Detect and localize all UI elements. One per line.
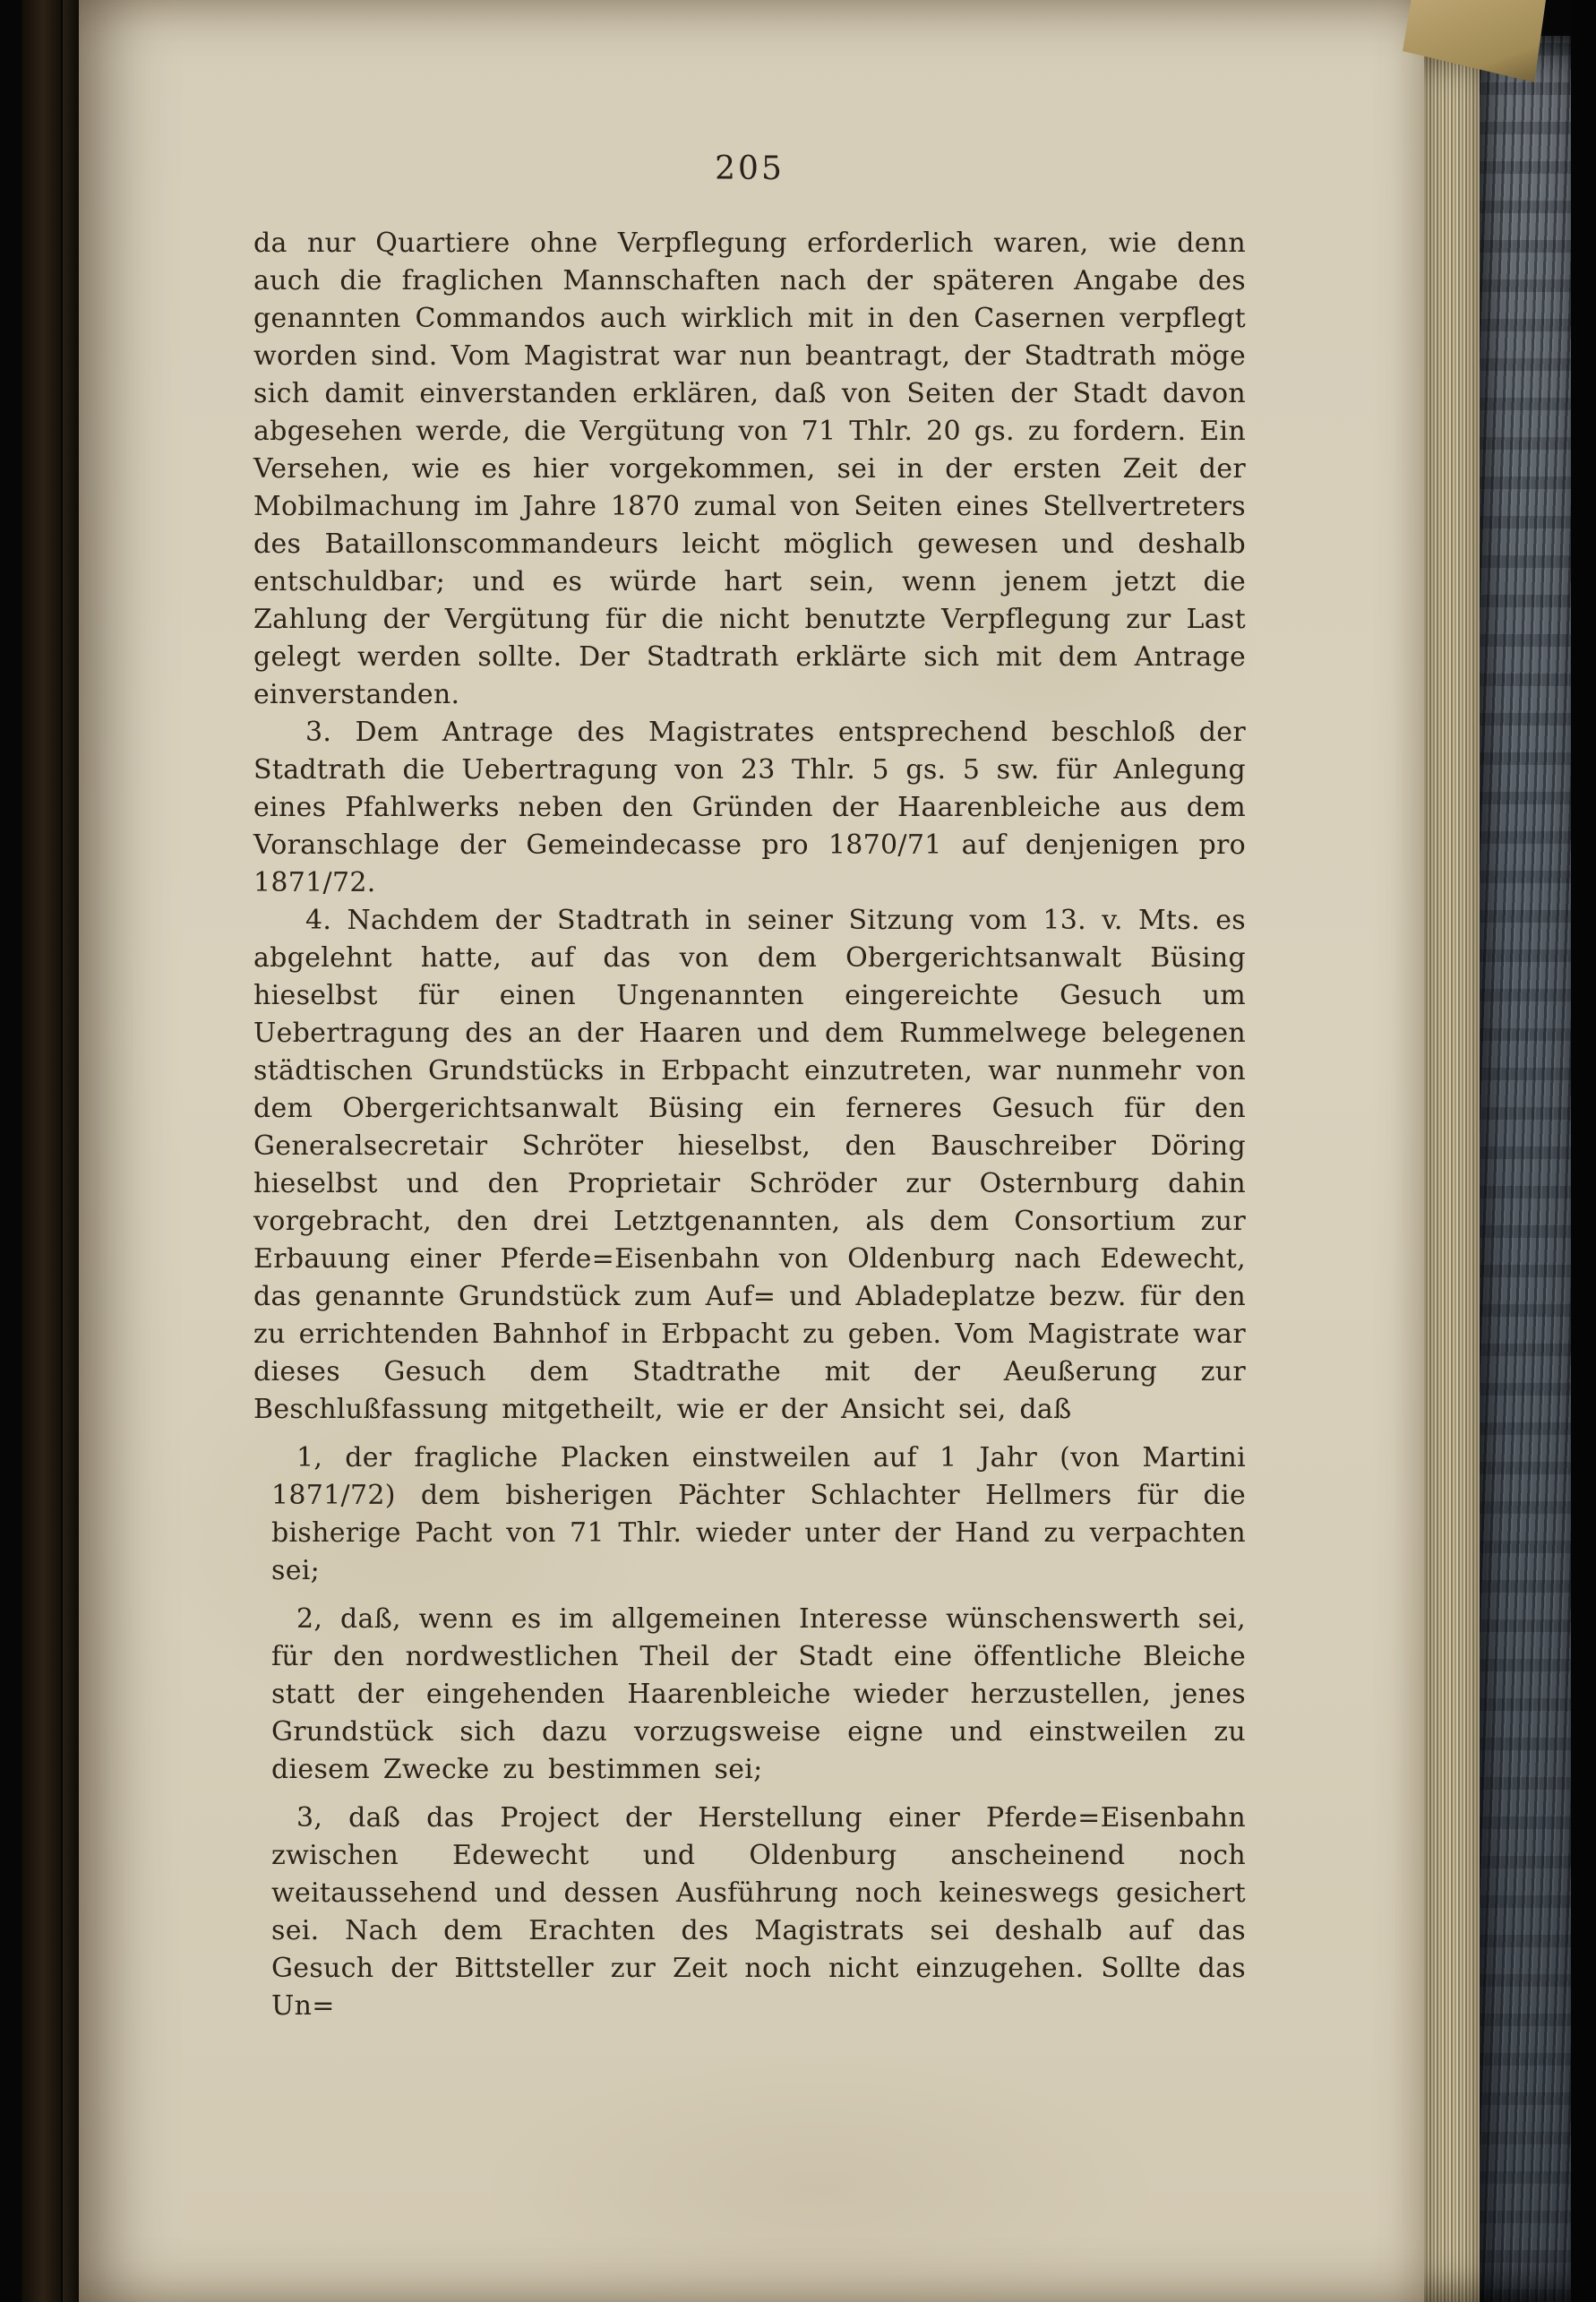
background-right bbox=[1571, 0, 1596, 2302]
paragraph-item-3: 3. Dem Antrage des Magistrates entsprechend beschloß der Stadtrath die Uebertragung von 23 Thlr. 5 gs. 5 sw. für Anlegung eines Pfahlwerks neben den Gründen der Haarenbleiche aus dem Voranschlage der Gemeindecasse pro 1870/71 auf denjenigen pro 1871/72. bbox=[253, 717, 1246, 898]
page-text-block bbox=[253, 150, 1246, 2025]
paragraph-subitem-1: 1, der fragliche Placken einstweilen auf 1 Jahr (von Martini 1871/72) dem bisherigen Pächter Schlachter Hellmers für die bisherige Pacht von 71 Thlr. wieder unter der Hand zu verpachten sei; bbox=[271, 1442, 1246, 1586]
book-page bbox=[79, 0, 1424, 2302]
marbled-cover bbox=[1480, 36, 1575, 2302]
paragraph-continued: da nur Quartiere ohne Verpflegung erforderlich waren, wie denn auch die fraglichen Mannschaften nach der späteren Angabe des genannten Commandos auch wirklich mit in den Casernen verpflegt worden sind. Vom Magistrat war nun beantragt, der Stadtrath möge sich damit einverstanden erklären, daß von Seiten der Stadt davon abgesehen werde, die Vergütung von 71 Thlr. 20 gs. zu fordern. Ein Versehen, wie es hier vorgekommen, sei in der ersten Zeit der Mobilmachung im Jahre 1870 zumal von Seiten eines Stellvertreters des Bataillonscommandeurs leicht möglich gewesen und deshalb entschuldbar; und es würde hart sein, wenn jenem jetzt die Zahlung der Vergütung für die nicht benutzte Verpflegung zur Last gelegt werden sollte. Der Stadtrath erklärte sich mit dem Antrage einverstanden. bbox=[253, 228, 1246, 710]
book-spine-edge bbox=[63, 0, 79, 2302]
page-number: 205 bbox=[715, 150, 785, 187]
paragraph-subitem-3: 3, daß das Project der Herstellung einer Pferde=Eisenbahn zwischen Edewecht und Oldenburg anscheinend noch weitaussehend und dessen Ausführung noch keineswegs gesichert sei. Nach dem Erachten des Magistrats sei deshalb auf das Gesuch der Bittsteller zur Zeit noch nicht einzugehen. Sollte das Un= bbox=[271, 1802, 1246, 2022]
paragraph-subitem-2: 2, daß, wenn es im allgemeinen Interesse wünschenswerth sei, für den nordwestlichen Theil der Stadt eine öffentliche Bleiche statt der eingehenden Haarenbleiche wieder herzustellen, jenes Grundstück sich dazu vorzugsweise eigne und einstweilen zu diesem Zwecke zu bestimmen sei; bbox=[271, 1603, 1246, 1785]
book-spine bbox=[21, 0, 61, 2302]
paragraph-item-4: 4. Nachdem der Stadtrath in seiner Sitzung vom 13. v. Mts. es abgelehnt hatte, auf das von dem Obergerichtsanwalt Büsing hieselbst für einen Ungenannten eingereichte Gesuch um Uebertragung des an der Haaren und dem Rummelwege belegenen städtischen Grundstücks in Erbpacht einzutreten, war nunmehr von dem Obergerichtsanwalt Büsing ein ferneres Gesuch für den Generalsecretair Schröter hieselbst, den Bauschreiber Döring hieselbst und den Proprietair Schröder zur Osternburg dahin vorgebracht, den drei Letztgenannten, als dem Consortium zur Erbauung einer Pferde=Eisenbahn von Oldenburg nach Edewecht, das genannte Grundstück zum Auf= und Abladeplatze bezw. für den zu errichtenden Bahnhof in Erbpacht zu geben. Vom Magistrate war dieses Gesuch dem Stadtrathe mit der Aeußerung zur Beschlußfassung mitgetheilt, wie er der Ansicht sei, daß bbox=[253, 905, 1246, 1425]
page-edges bbox=[1424, 47, 1480, 2302]
